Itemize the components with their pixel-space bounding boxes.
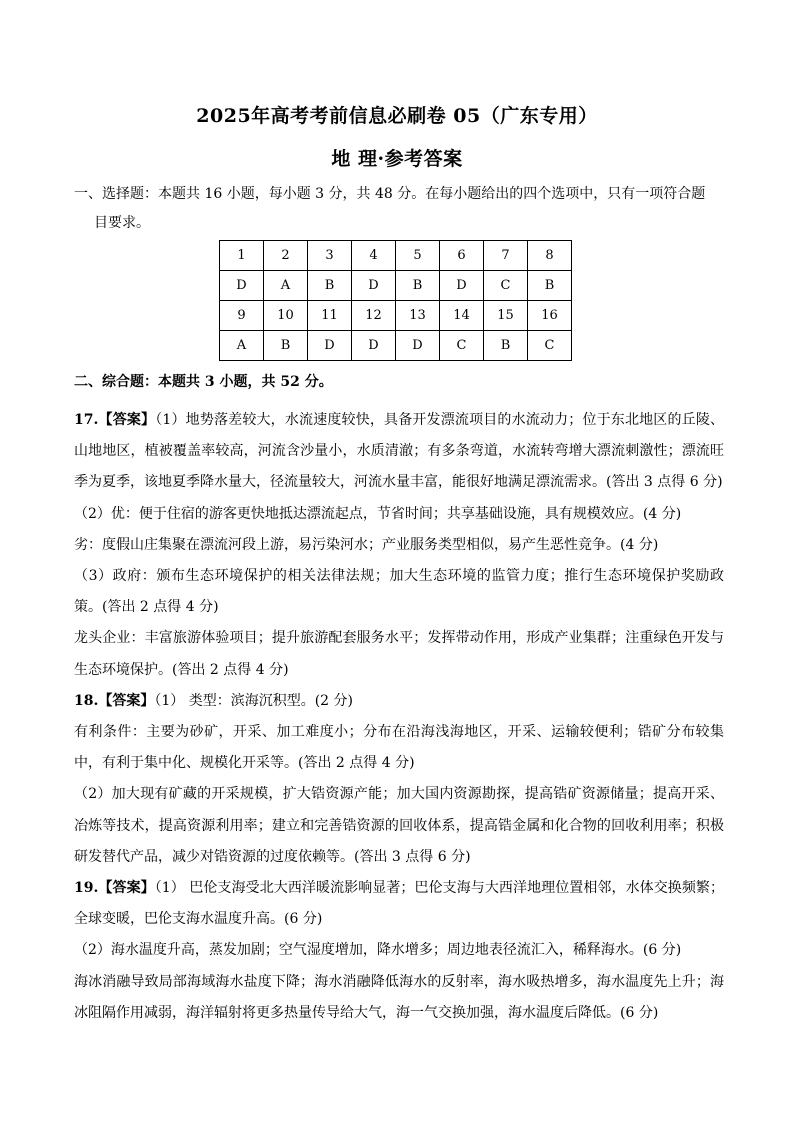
table-cell: B xyxy=(396,271,440,301)
table-cell: C xyxy=(440,331,484,361)
q18-text: （1） 类型：滨海沉积型。(2 分) xyxy=(154,692,353,709)
table-row xyxy=(220,241,572,271)
table-cell: D xyxy=(352,331,396,361)
section1-heading-line1: 一、选择题：本题共 16 小题，每小题 3 分，共 48 分。在每小题给出的四个选项中，只有一项符合题 xyxy=(74,186,706,202)
table-cell: C xyxy=(528,331,572,361)
q17-part1 xyxy=(74,405,724,499)
table-cell: A xyxy=(264,271,308,301)
q17-text: （1）地势落差较大，水流速度较快，具备开发漂流项目的水流动力；位于东北地区的丘陵、山地地区，植被覆盖率较高，河流含沙量小，水质清澈；有多条弯道，水流转弯增大漂流刺激性；漂流旺季为夏季，该地夏季降水量大，径流量较大，河流水量丰富，能很好地满足漂流需求。(答出 3 点得 6 分) xyxy=(74,412,724,491)
section2-heading: 二、综合题：本题共 3 小题，共 52 分。 xyxy=(74,374,333,390)
q17-part2: （2）优：便于住宿的游客更快地抵达漂流起点，节省时间；共享基础设施，具有规模效应。(4 分) xyxy=(74,505,682,522)
table-cell: B xyxy=(308,271,352,301)
q17-part3-enterprise: 龙头企业：丰富旅游体验项目；提升旅游配套服务水平；发挥带动作用，形成产业集群；注重绿色开发与生态环境保护。(答出 2 点得 4 分) xyxy=(74,630,724,678)
q18-label: 18.【答案】 xyxy=(74,692,155,709)
q19-label: 19.【答案】 xyxy=(74,880,155,897)
q18-part1 xyxy=(74,686,724,717)
table-cell: 5 xyxy=(396,241,440,271)
table-cell: 8 xyxy=(528,241,572,271)
q17-part3: （3）政府：颁布生态环境保护的相关法律法规；加大生态环境的监管力度；推行生态环境保护奖励政策。(答出 2 点得 4 分) xyxy=(74,568,724,616)
table-cell: D xyxy=(440,271,484,301)
answer-table xyxy=(219,240,572,361)
table-row xyxy=(220,301,572,331)
section1-heading xyxy=(74,180,724,238)
q19-text: （1） 巴伦支海受北大西洋暖流影响显著；巴伦支海与大西洋地理位置相邻，水体交换频繁；全球变暖，巴伦支海水温度升高。(6 分) xyxy=(74,880,724,928)
table-row xyxy=(220,271,572,301)
q18-part2: （2）加大现有矿藏的开采规模，扩大锆资源产能；加大国内资源勘探，提高锆矿资源储量；提高开采、冶炼等技术，提高资源利用率；建立和完善锆资源的回收体系，提高锆金属和化合物的回收利用率；积极研发替代产品，减少对锆资源的过度依赖等。(答出 3 点得 6 分) xyxy=(74,786,724,865)
q18-conditions: 有利条件：主要为砂矿，开采、加工难度小；分布在沿海浅海地区，开采、运输较便利；锆矿分布较集中，有利于集中化、规模化开采等。(答出 2 点得 4 分) xyxy=(74,724,724,772)
table-cell: A xyxy=(220,331,264,361)
table-cell: 6 xyxy=(440,241,484,271)
q17-label: 17.【答案】 xyxy=(74,412,156,428)
q17-part2-cons: 劣：度假山庄集聚在漂流河段上游，易污染河水；产业服务类型相似，易产生恶性竞争。(4 分) xyxy=(74,536,659,553)
table-cell: 1 xyxy=(220,241,264,271)
table-cell: 13 xyxy=(396,301,440,331)
q19-part1 xyxy=(74,873,724,935)
table-cell: D xyxy=(220,271,264,301)
table-cell: 10 xyxy=(264,301,308,331)
q19-part2-cont: 海冰消融导致局部海域海水盐度下降；海水消融降低海水的反射率，海水吸热增多，海水温度先上升；海冰阻隔作用减弱，海洋辐射将更多热量传导给大气，海一气交换加强，海水温度后降低。(6 分) xyxy=(74,973,724,1021)
table-cell: 15 xyxy=(484,301,528,331)
table-cell: 16 xyxy=(528,301,572,331)
table-cell: 4 xyxy=(352,241,396,271)
table-cell: D xyxy=(308,331,352,361)
table-cell: 12 xyxy=(352,301,396,331)
document-title: 2025年高考考前信息必刷卷 05（广东专用） xyxy=(196,105,598,127)
table-cell: D xyxy=(396,331,440,361)
table-cell: 3 xyxy=(308,241,352,271)
table-cell: D xyxy=(352,271,396,301)
table-cell: C xyxy=(484,271,528,301)
q19-part2: （2）海水温度升高，蒸发加剧；空气湿度增加，降水增多；周边地表径流汇入，稀释海水。(6 分) xyxy=(74,942,682,959)
document-subtitle: 地 理·参考答案 xyxy=(331,148,463,170)
answers-body xyxy=(74,405,724,1029)
table-cell: 14 xyxy=(440,301,484,331)
table-cell: B xyxy=(528,271,572,301)
table-cell: 7 xyxy=(484,241,528,271)
table-row xyxy=(220,331,572,361)
table-cell: 2 xyxy=(264,241,308,271)
section1-heading-line2: 目要求。 xyxy=(94,215,150,231)
table-cell: 9 xyxy=(220,301,264,331)
table-cell: B xyxy=(484,331,528,361)
table-cell: 11 xyxy=(308,301,352,331)
table-cell: B xyxy=(264,331,308,361)
